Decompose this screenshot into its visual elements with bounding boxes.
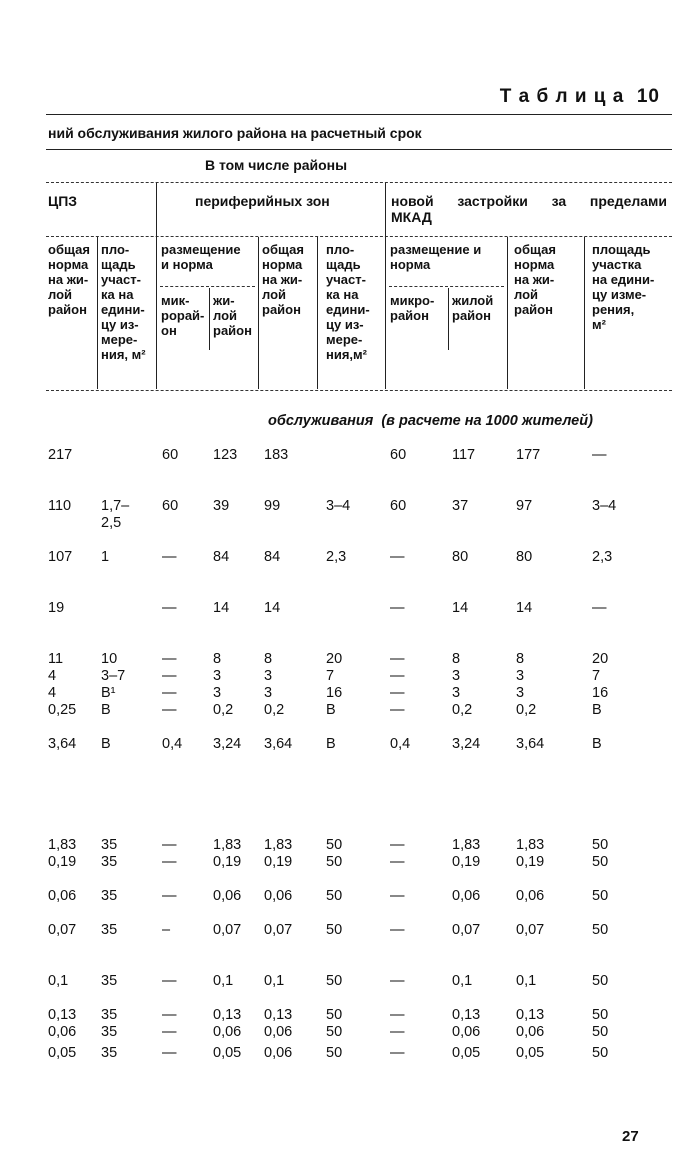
table-cell: 35 <box>101 973 118 989</box>
table-cell: 217 <box>48 447 73 463</box>
table-cell: 10 <box>101 651 118 667</box>
table-cell: – <box>162 922 171 938</box>
table-cell: 3 <box>452 685 461 701</box>
table-cell: 50 <box>326 1045 343 1061</box>
table-cell: — <box>162 1007 177 1023</box>
table-cell: 0,13 <box>452 1007 481 1023</box>
table-cell: 1 <box>101 549 110 565</box>
table-cell: 97 <box>516 498 533 514</box>
table-cell: — <box>592 600 607 616</box>
table-cell: В <box>326 736 336 752</box>
table-cell: 1,83 <box>213 837 242 853</box>
table-cell: 123 <box>213 447 238 463</box>
table-cell: 8 <box>516 651 525 667</box>
table-cell: — <box>390 854 405 870</box>
table-cell: — <box>162 854 177 870</box>
table-cell: 0,07 <box>516 922 545 938</box>
table-cell: 20 <box>592 651 609 667</box>
col-header-5: пло- щадь участ- ка на едини- цу из- мере- ния,м² <box>326 242 370 362</box>
zone-new-line1: новой застройки за пределами <box>391 193 667 209</box>
table-cell: 35 <box>101 1024 118 1040</box>
table-cell: 0,1 <box>213 973 234 989</box>
table-cell: 35 <box>101 888 118 904</box>
table-cell: 0,19 <box>213 854 242 870</box>
table-cell: 3–4 <box>592 498 617 514</box>
table-cell: — <box>390 1024 405 1040</box>
table-cell: 0,13 <box>213 1007 242 1023</box>
table-cell: 1,7– <box>101 498 130 514</box>
table-cell: В¹ <box>101 685 116 701</box>
table-cell: 19 <box>48 600 65 616</box>
table-cell: 0,07 <box>213 922 242 938</box>
table-cell: — <box>592 447 607 463</box>
table-cell: — <box>390 600 405 616</box>
table-cell: 3 <box>452 668 461 684</box>
table-cell: 0,06 <box>516 888 545 904</box>
zone-peripheral: периферийных зон <box>195 193 330 209</box>
table-cell: 50 <box>326 837 343 853</box>
table-cell: 2,5 <box>101 515 122 531</box>
table-cell: 35 <box>101 837 118 853</box>
table-cell: 11 <box>48 651 64 667</box>
table-cell: — <box>390 973 405 989</box>
table-caption: ний обслуживания жилого района на расчетный срок <box>48 125 422 141</box>
col-header-1: общая норма на жи- лой район <box>48 242 90 317</box>
table-cell: 0,06 <box>213 1024 242 1040</box>
col-header-6b: жилой район <box>452 293 494 323</box>
table-cell: 107 <box>48 549 73 565</box>
table-cell: 0,06 <box>264 1045 293 1061</box>
table-cell: — <box>162 837 177 853</box>
table-cell: В <box>592 702 602 718</box>
table-cell: 3–7 <box>101 668 126 684</box>
table-cell: 4 <box>48 685 57 701</box>
table-cell: 50 <box>592 888 609 904</box>
table-cell: — <box>162 702 177 718</box>
table-cell: В <box>101 736 111 752</box>
table-cell: 3 <box>516 668 525 684</box>
table-cell: 0,2 <box>516 702 537 718</box>
table-cell: 0,06 <box>452 888 481 904</box>
zone-new-line2: МКАД <box>391 209 432 225</box>
table-cell: 50 <box>592 837 609 853</box>
col-header-6: размещение и норма <box>390 242 482 272</box>
table-cell: 0,07 <box>264 922 293 938</box>
table-cell: 39 <box>213 498 230 514</box>
table-cell: — <box>162 600 177 616</box>
table-cell: 50 <box>326 888 343 904</box>
table-cell: 0,4 <box>162 736 183 752</box>
table-cell: 37 <box>452 498 469 514</box>
section-title: обслуживания (в расчете на 1000 жителей) <box>268 413 593 429</box>
table-cell: 0,2 <box>264 702 285 718</box>
table-cell: — <box>162 685 177 701</box>
table-cell: В <box>592 736 602 752</box>
table-cell: 35 <box>101 922 118 938</box>
table-cell: 0,06 <box>48 888 77 904</box>
table-cell: — <box>390 837 405 853</box>
table-cell: 0,2 <box>452 702 473 718</box>
table-cell: 0,06 <box>516 1024 545 1040</box>
table-cell: 16 <box>592 685 609 701</box>
table-cell: 4 <box>48 668 57 684</box>
table-cell: 183 <box>264 447 289 463</box>
table-cell: 0,07 <box>48 922 77 938</box>
table-cell: 60 <box>390 498 407 514</box>
zone-cpz: ЦПЗ <box>48 193 78 209</box>
table-cell: 0,13 <box>48 1007 77 1023</box>
table-cell: — <box>390 668 405 684</box>
table-cell: — <box>162 1024 177 1040</box>
table-cell: 20 <box>326 651 343 667</box>
table-cell: 2,3 <box>592 549 613 565</box>
table-cell: 16 <box>326 685 343 701</box>
table-cell: — <box>162 549 177 565</box>
col-header-7: общая норма на жи- лой район <box>514 242 556 317</box>
table-cell: 117 <box>452 447 476 463</box>
table-cell: 0,05 <box>452 1045 481 1061</box>
table-cell: 14 <box>452 600 469 616</box>
table-cell: 3,24 <box>213 736 242 752</box>
table-cell: 80 <box>516 549 533 565</box>
col-header-3a: мик- рорай- он <box>161 293 205 338</box>
table-cell: 3 <box>516 685 525 701</box>
table-cell: 2,3 <box>326 549 347 565</box>
table-cell: 0,2 <box>213 702 234 718</box>
table-cell: 3–4 <box>326 498 351 514</box>
table-cell: 0,07 <box>452 922 481 938</box>
table-cell: 35 <box>101 1007 118 1023</box>
col-header-3: размещение и норма <box>161 242 241 272</box>
table-cell: — <box>390 1045 405 1061</box>
table-cell: 3 <box>213 668 222 684</box>
col-header-2: пло- щадь участ- ка на едини- цу из- мере- ния, м² <box>101 242 146 362</box>
table-cell: 0,19 <box>452 854 481 870</box>
table-cell: 177 <box>516 447 541 463</box>
table-cell: — <box>162 668 177 684</box>
table-cell: 0,05 <box>213 1045 242 1061</box>
group-header: В том числе районы <box>205 157 348 173</box>
table-cell: В <box>101 702 111 718</box>
table-cell: 50 <box>326 1007 343 1023</box>
col-header-8: площадь участка на едини- цу изме- рения, м² <box>592 242 655 332</box>
table-cell: 8 <box>213 651 222 667</box>
table-cell: 60 <box>162 498 179 514</box>
table-cell: 3,24 <box>452 736 481 752</box>
table-cell: 0,06 <box>48 1024 77 1040</box>
table-cell: 1,83 <box>452 837 481 853</box>
col-header-6a: микро- район <box>390 293 435 323</box>
table-cell: 14 <box>213 600 230 616</box>
table-cell: — <box>390 702 405 718</box>
table-cell: 0,06 <box>452 1024 481 1040</box>
table-cell: — <box>390 549 405 565</box>
table-cell: 3 <box>264 668 273 684</box>
table-cell: 0,13 <box>516 1007 545 1023</box>
table-cell: 50 <box>592 854 609 870</box>
table-cell: 0,1 <box>48 973 69 989</box>
col-header-4: общая норма на жи- лой район <box>262 242 304 317</box>
table-cell: 80 <box>452 549 469 565</box>
table-cell: 50 <box>326 973 343 989</box>
table-cell: — <box>162 1045 177 1061</box>
table-cell: 50 <box>326 854 343 870</box>
table-cell: 0,06 <box>213 888 242 904</box>
table-cell: — <box>162 973 177 989</box>
table-cell: 3 <box>264 685 273 701</box>
table-cell: 1,83 <box>264 837 293 853</box>
table-cell: 1,83 <box>48 837 77 853</box>
col-header-3b: жи- лой район <box>213 293 252 338</box>
table-cell: — <box>162 651 177 667</box>
table-cell: 0,13 <box>264 1007 293 1023</box>
table-cell: — <box>390 651 405 667</box>
table-cell: 0,06 <box>264 888 293 904</box>
table-cell: 60 <box>390 447 407 463</box>
table-cell: 3,64 <box>516 736 545 752</box>
table-cell: 8 <box>264 651 273 667</box>
table-cell: 0,19 <box>264 854 293 870</box>
table-cell: 3,64 <box>48 736 77 752</box>
table-cell: 35 <box>101 854 118 870</box>
table-cell: 110 <box>48 498 72 514</box>
table-cell: 0,05 <box>48 1045 77 1061</box>
table-cell: 0,1 <box>264 973 285 989</box>
table-cell: — <box>390 922 405 938</box>
table-cell: 0,06 <box>264 1024 293 1040</box>
table-cell: 0,1 <box>516 973 537 989</box>
table-cell: 50 <box>592 1024 609 1040</box>
page-number: 27 <box>622 1128 639 1145</box>
table-cell: 14 <box>264 600 281 616</box>
table-cell: 0,1 <box>452 973 473 989</box>
table-cell: — <box>162 888 177 904</box>
table-cell: 84 <box>264 549 281 565</box>
table-cell: 50 <box>326 922 343 938</box>
table-cell: 50 <box>326 1024 343 1040</box>
table-cell: 0,05 <box>516 1045 545 1061</box>
table-cell: 7 <box>326 668 335 684</box>
table-cell: 0,19 <box>516 854 545 870</box>
table-title: Т а б л и ц а 10 <box>499 86 660 107</box>
table-cell: 7 <box>592 668 601 684</box>
table-cell: — <box>390 685 405 701</box>
table-cell: — <box>390 1007 405 1023</box>
table-cell: 50 <box>592 973 609 989</box>
table-cell: 1,83 <box>516 837 545 853</box>
table-cell: 84 <box>213 549 230 565</box>
table-cell: 3,64 <box>264 736 293 752</box>
table-cell: 14 <box>516 600 533 616</box>
table-cell: 50 <box>592 1007 609 1023</box>
table-cell: — <box>390 888 405 904</box>
table-cell: 0,19 <box>48 854 77 870</box>
table-cell: 50 <box>592 922 609 938</box>
table-cell: 99 <box>264 498 281 514</box>
table-cell: 0,4 <box>390 736 411 752</box>
table-cell: 0,25 <box>48 702 77 718</box>
table-cell: В <box>326 702 336 718</box>
table-cell: 50 <box>592 1045 609 1061</box>
table-cell: 8 <box>452 651 461 667</box>
table-cell: 35 <box>101 1045 118 1061</box>
table-cell: 3 <box>213 685 222 701</box>
table-cell: 60 <box>162 447 179 463</box>
